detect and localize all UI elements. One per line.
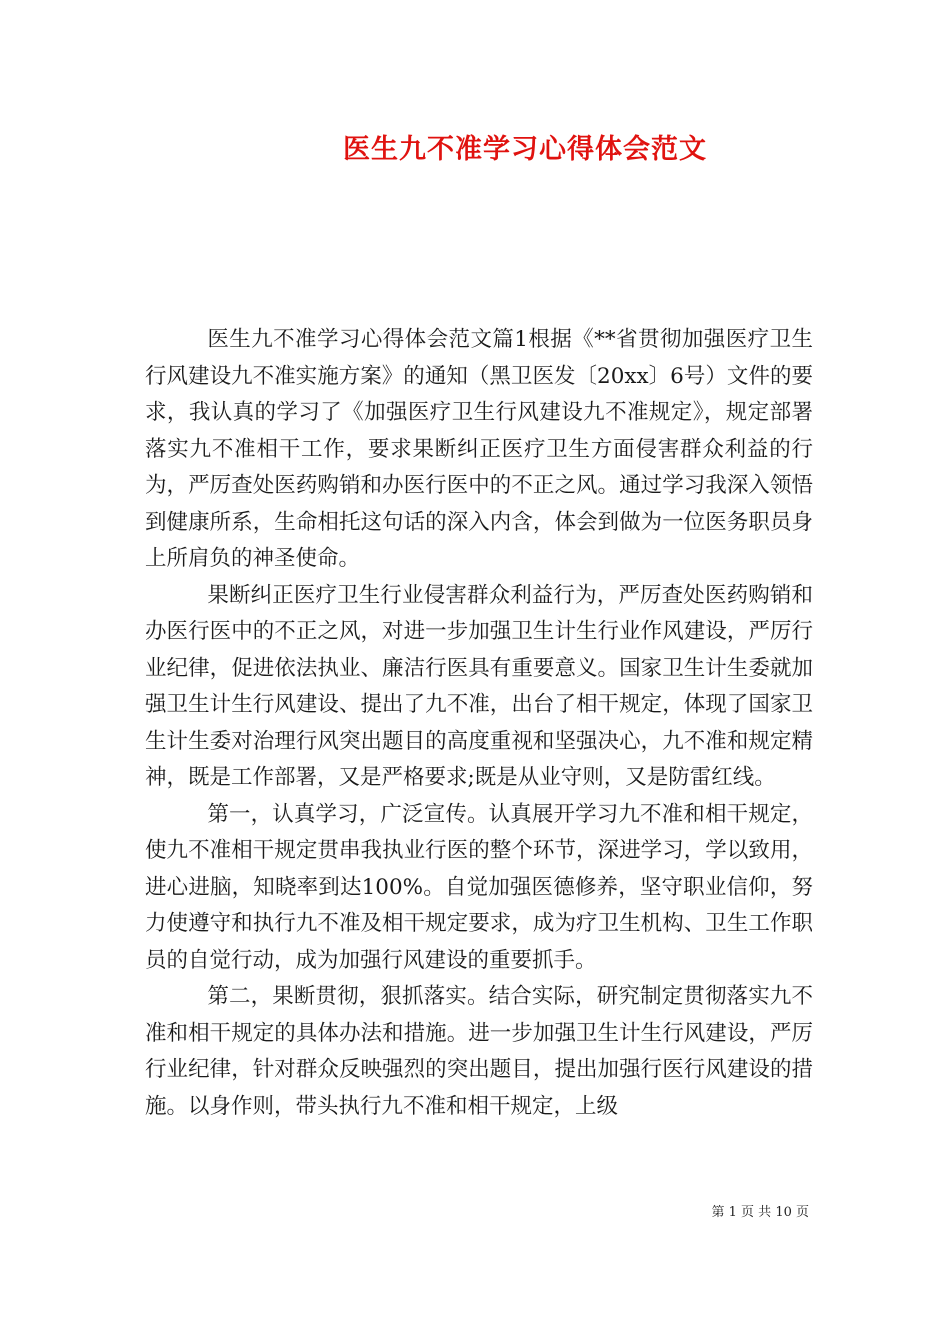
paragraph-1: 医生九不准学习心得体会范文篇1根据《**省贯彻加强医疗卫生行风建设九不准实施方案》的通知（黑卫医发〔20xx〕6号）文件的要求，我认真的学习了《加强医疗卫生行风建设九不准规定》，规定部署落实九不准相干工作，要求果断纠正医疗卫生方面侵害群众利益的行为，严厉查处医药购销和办医行医中的不正之风。通过学习我深入领悟到健康所系，生命相托这句话的深入内含，体会到做为一位医务职员身上所肩负的神圣使命。 <box>145 327 813 571</box>
paragraph-4: 第二，果断贯彻，狠抓落实。结合实际，研究制定贯彻落实九不准和相干规定的具体办法和措施。进一步加强卫生计生行风建设，严厉行业纪律，针对群众反映强烈的突出题目，提出加强行医行风建设的措施。以身作则，带头执行九不准和相干规定，上级 <box>145 984 813 1119</box>
page-number: 第 1 页 共 10 页 <box>711 1205 809 1220</box>
paragraph-3: 第一，认真学习，广泛宣传。认真展开学习九不准和相干规定，使九不准相干规定贯串我执业行医的整个环节，深进学习，学以致用，进心进脑，知晓率到达100%。自觉加强医德修养，坚守职业信仰，努力使遵守和执行九不准及相干规定要求，成为疗卫生机构、卫生工作职员的自觉行动，成为加强行风建设的重要抓手。 <box>145 801 813 973</box>
paragraph-2: 果断纠正医疗卫生行业侵害群众利益行为，严厉查处医药购销和办医行医中的不正之风，对进一步加强卫生计生行业作风建设，严厉行业纪律，促进依法执业、廉洁行医具有重要意义。国家卫生计生委就加强卫生计生行风建设、提出了九不准，出台了相干规定，体现了国家卫生计生委对治理行风突出题目的高度重视和坚强决心，九不准和规定精神，既是工作部署，又是严格要求;既是从业守则，又是防雷红线。 <box>145 582 813 790</box>
document-title: 医生九不准学习心得体会范文 <box>343 134 707 165</box>
document-body <box>145 322 813 1125</box>
